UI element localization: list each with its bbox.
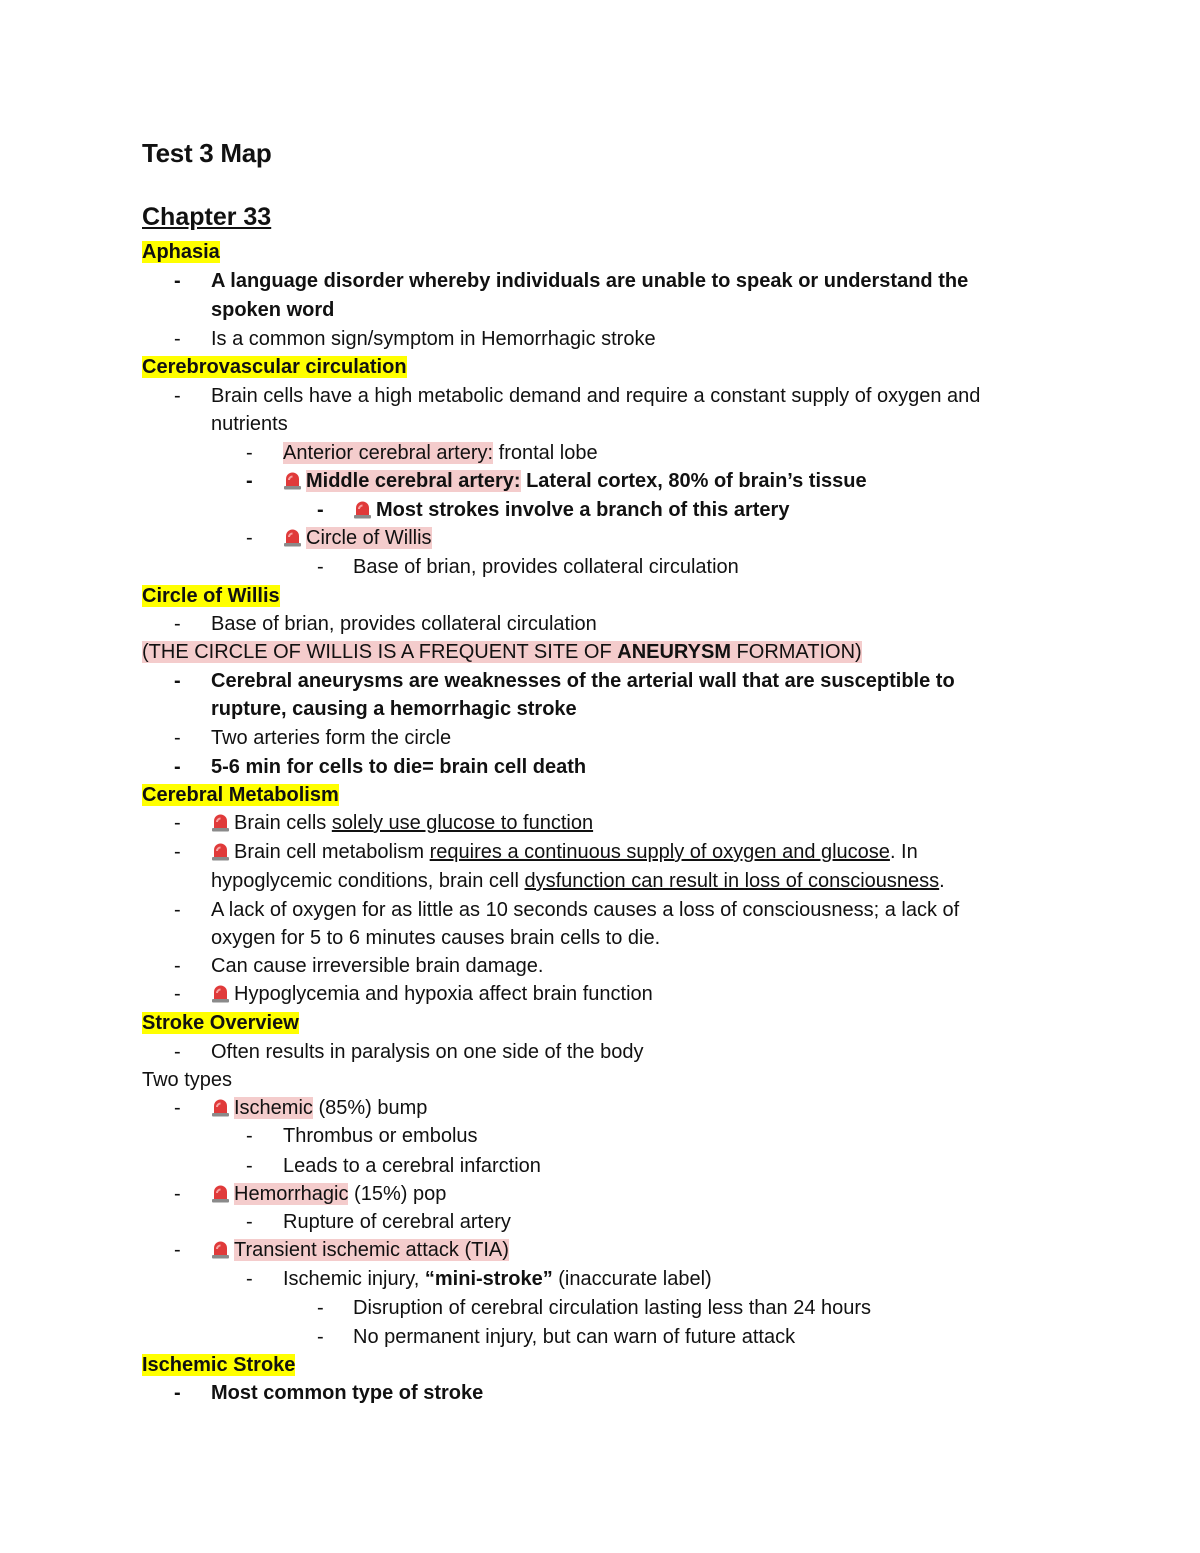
list-item: - Cerebral aneurysms are weaknesses of the arterial wall that are susceptible to [174,670,955,692]
rotating-light-icon [211,811,230,832]
rotating-light-icon [211,1182,230,1203]
rotating-light-icon [353,498,372,519]
list-item: - 5-6 min for cells to die= brain cell death [174,756,587,778]
rotating-light-icon [211,1096,230,1117]
list-item: - Two arteries form the circle [174,727,452,749]
list-item: - Base of brian, provides collateral circulation [317,556,739,578]
list-item-continuation: spoken word [211,299,335,321]
list-item: - Disruption of cerebral circulation lasting less than 24 hours [317,1297,872,1319]
list-item: - Transient ischemic attack (TIA) [174,1239,509,1261]
rotating-light-icon [283,526,302,547]
chapter-heading: Chapter 33 [142,203,272,231]
section-heading-stroke-overview: Stroke Overview [142,1012,299,1034]
list-item: - Leads to a cerebral infarction [246,1155,541,1177]
rotating-light-icon [283,469,302,490]
list-item: - Brain cell metabolism requires a continuous supply of oxygen and glucose. In [174,841,918,863]
section-heading-circle-of-willis: Circle of Willis [142,585,280,607]
list-item: - Hemorrhagic (15%) pop [174,1183,447,1205]
list-item-continuation: rupture, causing a hemorrhagic stroke [211,698,577,720]
rotating-light-icon [211,840,230,861]
list-item-continuation: hypoglycemic conditions, brain cell dysfunction can result in loss of consciousness. [211,870,945,892]
list-item: - A lack of oxygen for as little as 10 seconds causes a loss of consciousness; a lack of [174,899,960,921]
list-item-continuation: oxygen for 5 to 6 minutes causes brain cells to die. [211,927,661,949]
document-title: Test 3 Map [142,138,272,168]
list-item: - Can cause irreversible brain damage. [174,955,544,977]
list-item: - Hypoglycemia and hypoxia affect brain function [174,983,653,1005]
section-heading-cerebrovascular: Cerebrovascular circulation [142,356,407,378]
list-item: - Ischemic (85%) bump [174,1097,428,1119]
list-item: - Anterior cerebral artery: frontal lobe [246,442,598,464]
list-item: - Middle cerebral artery: Lateral cortex, 80% of brain’s tissue [246,470,867,492]
list-item: - No permanent injury, but can warn of future attack [317,1326,796,1348]
list-item: - Brain cells have a high metabolic demand and require a constant supply of oxygen and [174,385,981,407]
rotating-light-icon [211,1238,230,1259]
list-item: - Is a common sign/symptom in Hemorrhagic stroke [174,328,656,350]
rotating-light-icon [211,982,230,1003]
list-item: - Ischemic injury, “mini-stroke” (inaccurate label) [246,1268,712,1290]
list-item: - Thrombus or embolus [246,1125,478,1147]
list-item: - A language disorder whereby individuals are unable to speak or understand the [174,270,969,292]
list-item: - Most common type of stroke [174,1382,484,1404]
list-item: - Often results in paralysis on one side of the body [174,1041,644,1063]
list-item: - Most strokes involve a branch of this artery [317,499,790,521]
list-item: - Rupture of cerebral artery [246,1211,511,1233]
list-item-continuation: nutrients [211,413,288,435]
list-item: - Base of brian, provides collateral circulation [174,613,597,635]
section-heading-aphasia: Aphasia [142,241,220,263]
list-item: - Brain cells solely use glucose to function [174,812,594,834]
aneurysm-note: (THE CIRCLE OF WILLIS IS A FREQUENT SITE OF ANEURYSM FORMATION) [142,641,862,663]
section-heading-ischemic-stroke: Ischemic Stroke [142,1354,296,1376]
section-heading-cerebral-metabolism: Cerebral Metabolism [142,784,339,806]
two-types-label: Two types [142,1069,233,1091]
list-item: - Circle of Willis [246,527,432,549]
